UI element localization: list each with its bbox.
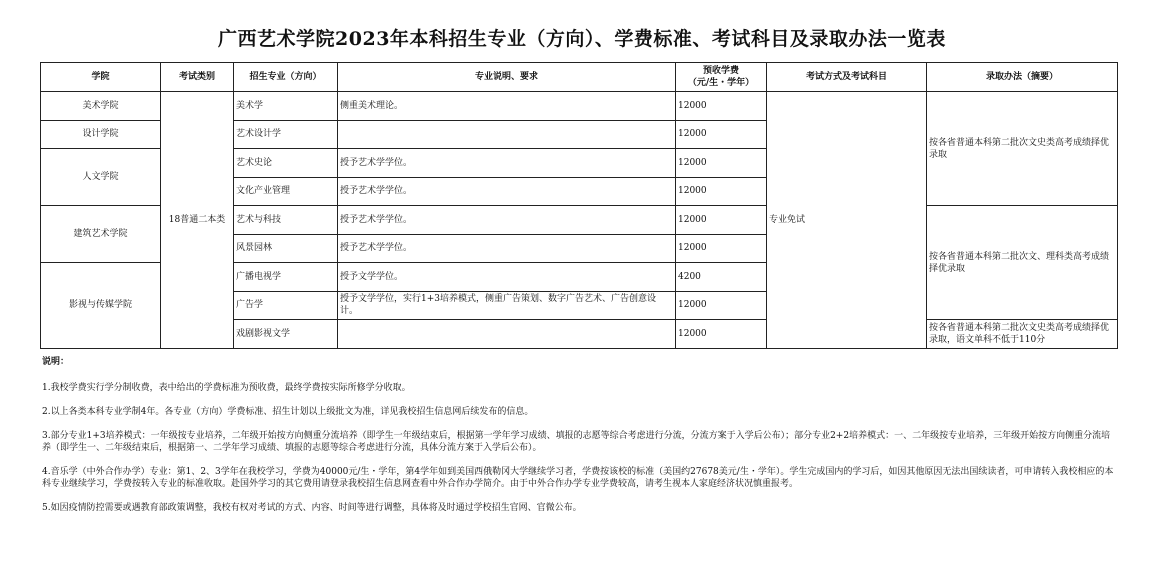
header-college: 学院 bbox=[41, 63, 161, 92]
fee-cell: 12000 bbox=[676, 92, 767, 121]
major-cell: 艺术设计学 bbox=[234, 120, 338, 149]
major-cell: 广播电视学 bbox=[234, 263, 338, 292]
major-cell: 文化产业管理 bbox=[234, 177, 338, 206]
fee-cell: 12000 bbox=[676, 120, 767, 149]
major-cell: 艺术史论 bbox=[234, 149, 338, 178]
desc-cell: 授予文学学位，实行1+3培养模式，侧重广告策划、数字广告艺术、广告创意设计。 bbox=[338, 291, 676, 320]
desc-cell: 授予艺术学学位。 bbox=[338, 206, 676, 235]
header-exam: 考试方式及考试科目 bbox=[767, 63, 927, 92]
major-cell: 戏剧影视文学 bbox=[234, 320, 338, 349]
desc-cell bbox=[338, 120, 676, 149]
desc-cell bbox=[338, 320, 676, 349]
desc-cell: 侧重美术理论。 bbox=[338, 92, 676, 121]
note-item: 4.音乐学（中外合作办学）专业：第1、2、3学年在我校学习，学费为40000元/生・学年，第4学年如到美国西俄勒冈大学继续学习者，学费按该校的标准（美国约27678美元/生・学年）。学生完成国内的学习后，如因其他原因无法出国续读者，可申请转入我校相应的本科专业继续学习，学费按转入专业的标准收取。赴国外学习的其它费用请登录我校招生信息网查看中外合作办学简介。由于中外合作办学专业学费较高，请考生视本人家庭经济状况慎重报考。 bbox=[42, 467, 1114, 489]
note-item: 1.我校学费实行学分制收费，表中给出的学费标准为预收费，最终学费按实际所修学分收取。 bbox=[42, 383, 411, 393]
header-admission: 录取办法（摘要） bbox=[927, 63, 1118, 92]
header-fee-line1: 预收学费 bbox=[702, 66, 739, 76]
note-item: 5.如因疫情防控需要或遇教育部政策调整，我校有权对考试的方式、内容、时间等进行调整，具体将及时通过学校招生官网、官微公布。 bbox=[42, 503, 582, 513]
header-major: 招生专业（方向） bbox=[234, 63, 338, 92]
major-cell: 美术学 bbox=[234, 92, 338, 121]
college-cell: 建筑艺术学院 bbox=[41, 206, 161, 263]
desc-cell: 授予文学学位。 bbox=[338, 263, 676, 292]
fee-cell: 12000 bbox=[676, 234, 767, 263]
major-cell: 广告学 bbox=[234, 291, 338, 320]
header-desc: 专业说明、要求 bbox=[338, 63, 676, 92]
note-item: 2.以上各类本科专业学制4年。各专业（方向）学费标准、招生计划以上级批文为准，详见我校招生信息网后续发布的信息。 bbox=[42, 407, 534, 417]
notes-section bbox=[42, 356, 1116, 526]
table-row bbox=[41, 92, 1118, 121]
exam-cell: 专业免试 bbox=[767, 92, 927, 349]
header-fee bbox=[676, 63, 767, 92]
major-cell: 艺术与科技 bbox=[234, 206, 338, 235]
fee-cell: 4200 bbox=[676, 263, 767, 292]
fee-cell: 12000 bbox=[676, 206, 767, 235]
desc-cell: 授予艺术学学位。 bbox=[338, 177, 676, 206]
college-cell: 美术学院 bbox=[41, 92, 161, 121]
header-category: 考试类别 bbox=[161, 63, 234, 92]
desc-cell: 授予艺术学学位。 bbox=[338, 149, 676, 178]
admission-cell: 按各省普通本科第二批次文、理科类高考成绩择优录取 bbox=[927, 206, 1118, 320]
fee-cell: 12000 bbox=[676, 149, 767, 178]
admission-table bbox=[40, 62, 1118, 349]
college-cell: 设计学院 bbox=[41, 120, 161, 149]
college-cell: 影视与传媒学院 bbox=[41, 263, 161, 349]
fee-cell: 12000 bbox=[676, 177, 767, 206]
notes-heading: 说明： bbox=[42, 357, 70, 367]
admission-cell: 按各省普通本科第二批次文史类高考成绩择优录取 bbox=[927, 92, 1118, 206]
fee-cell: 12000 bbox=[676, 320, 767, 349]
desc-cell: 授予艺术学学位。 bbox=[338, 234, 676, 263]
fee-cell: 12000 bbox=[676, 291, 767, 320]
note-item: 3.部分专业1+3培养模式：一年级按专业培养，二年级开始按方向侧重分流培养（即学生一年级结束后，根据第一学年学习成绩、填报的志愿等综合考虑进行分流，分流方案于入学后公布）；部分专业2+2培养模式：一、二年级按专业培养，三年级开始按方向侧重分流培养（即学生一、二年级结束后，根据第一、二学年学习成绩、填报的志愿等综合考虑进行分流，具体分流方案于入学后公布）。 bbox=[42, 431, 1111, 453]
category-cell: 18普通二本类 bbox=[161, 92, 234, 349]
page-title: 广西艺术学院2023年本科招生专业（方向）、学费标准、考试科目及录取办法一览表 bbox=[218, 28, 946, 50]
table-header-row bbox=[41, 63, 1118, 92]
admission-cell: 按各省普通本科第二批次文史类高考成绩择优录取，语文单科不低于110分 bbox=[927, 320, 1118, 349]
college-cell: 人文学院 bbox=[41, 149, 161, 206]
header-fee-line2: （元/生・学年） bbox=[687, 78, 755, 88]
major-cell: 风景园林 bbox=[234, 234, 338, 263]
